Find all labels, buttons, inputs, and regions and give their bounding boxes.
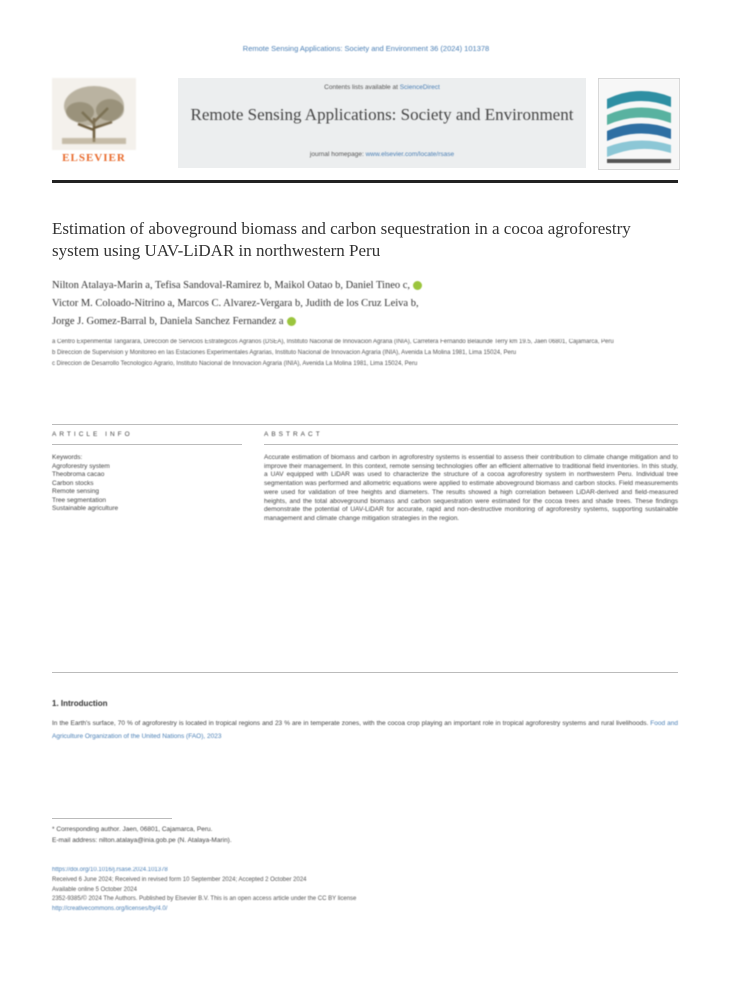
abstract-rule	[264, 444, 678, 445]
journal-title: Remote Sensing Applications: Society and Environment	[190, 105, 574, 124]
orcid-icon[interactable]	[413, 281, 422, 290]
journal-homepage-line	[178, 151, 586, 158]
license-link[interactable]: http://creativecommons.org/licenses/by/4.0/	[52, 906, 168, 913]
introduction-heading: 1. Introduction	[52, 699, 108, 708]
contents-prefix: Contents lists available at	[324, 84, 398, 91]
header-rule	[52, 180, 678, 183]
keyword-item: Agroforestry system	[52, 462, 110, 470]
keyword-item: Theobroma cacao	[52, 471, 105, 478]
article-info-heading: ARTICLE INFO	[52, 431, 133, 438]
journal-homepage-link[interactable]: www.elsevier.com/locate/rsase	[365, 151, 455, 158]
abstract-text: Accurate estimation of biomass and carbon in agroforestry systems is essential to assess their contribution to climate change mitigation and to improve their management. In this context, remote sensing technologies offer an efficient alternative to traditional field inventories. In this study, a UAV equipped with LiDAR was used to characterize the structure of a cocoa agroforestry system in northwestern Peru. Individual tree segmentation was performed and allometric equations were applied to estimate aboveground biomass and carbon stocks. Field measurements were used for validation of tree heights and diameters. The results showed a high correlation between LiDAR-derived and field-measured heights, and the total aboveground biomass and carbon sequestration were estimated for the cocoa trees and shade trees. These findings demonstrate the potential of UAV-LiDAR for accurate, rapid and non-destructive monitoring of agroforestry systems, supporting sustainable management and climate change mitigation strategies in the region.	[264, 454, 678, 522]
affiliation-item: b Direccion de Supervision y Monitoreo en las Estaciones Experimentales Agrarias, Instituto Nacional de Innovacion Agraria (INIA), Avenida La Molina 1981, Lima 15024, Peru	[52, 350, 517, 356]
author-line	[52, 277, 612, 295]
orcid-icon[interactable]	[287, 317, 296, 326]
corresponding-author-note: * Corresponding author. Jaen, 06801, Cajamarca, Peru.	[52, 826, 213, 833]
license-text: 2352-9385/© 2024 The Authors. Published by Elsevier B.V. This is an open access article under the CC BY license	[52, 896, 357, 903]
introduction-paragraph: In the Earth's surface, 70 % of agroforestry is located in tropical regions and 23 % are in temperate zones, with the cocoa crop playing an important role in tropical agroforestry systems and rural livelihoods.	[52, 720, 649, 727]
article-footer	[52, 866, 678, 915]
authors-line-1[interactable]: Nilton Atalaya-Marin a, Tefisa Sandoval-Ramirez b, Maikol Oatao b, Daniel Tineo c,	[52, 280, 411, 291]
email-address[interactable]: E-mail address: nilton.atalaya@inia.gob.pe (N. Atalaya-Marin).	[52, 837, 232, 844]
affiliations	[52, 337, 678, 370]
reference-link[interactable]: Food and Agriculture Organization of the United Nations (FAO), 2023	[52, 720, 678, 740]
authors-line-2[interactable]: Victor M. Coloado-Nitrino a, Marcos C. Alvarez-Vergara b, Judith de los Cruz Leiva b,	[52, 298, 419, 309]
keyword-item: Sustainable agriculture	[52, 505, 119, 512]
footnote	[52, 824, 678, 846]
article-title: Estimation of aboveground biomass and carbon sequestration in a cocoa agroforestry system using UAV-LiDAR in northwestern Peru	[52, 219, 631, 260]
contents-line	[178, 84, 586, 91]
homepage-prefix: journal homepage:	[309, 151, 364, 158]
author-line	[52, 295, 612, 313]
section-divider	[52, 672, 678, 673]
abstract-heading: ABSTRACT	[264, 431, 323, 438]
authors-line-3[interactable]: Jorge J. Gomez-Barral b, Daniela Sanchez Fernandez a	[52, 316, 284, 327]
keywords-label: Keywords:	[52, 454, 83, 461]
footnote-rule	[52, 818, 172, 819]
introduction-text	[52, 718, 678, 743]
section-divider	[52, 424, 678, 425]
available-online: Available online 5 October 2024	[52, 886, 137, 893]
journal-citation[interactable]: Remote Sensing Applications: Society and Environment 36 (2024) 101378	[242, 44, 490, 53]
doi-link[interactable]: https://doi.org/10.1016/j.rsase.2024.101378	[52, 867, 168, 873]
keyword-item: Remote sensing	[52, 488, 99, 495]
keywords-block	[52, 454, 242, 514]
elsevier-wordmark: ELSEVIER	[62, 152, 126, 164]
keyword-item: Carbon stocks	[52, 479, 94, 487]
article-info-rule	[52, 444, 242, 445]
keyword-item: Tree segmentation	[52, 496, 106, 504]
author-line	[52, 313, 612, 331]
sciencedirect-link[interactable]: ScienceDirect	[399, 84, 440, 91]
journal-cover-thumbnail[interactable]	[598, 78, 680, 170]
article-history: Received 6 June 2024; Received in revised form 10 September 2024; Accepted 2 October 2024	[52, 876, 307, 883]
affiliation-item: a Centro Experimental Tangarara, Direccion de Servicios Estrategicos Agrarios (DSEA), Instituto Nacional de Innovacion Agraria (INIA), Carretera Fernando Belaunde Terry km 19.5, Jaen 06801, Cajamarca, Peru	[52, 339, 614, 345]
affiliation-item: c Direccion de Desarrollo Tecnologico Agrario, Instituto Nacional de Innovacion Agraria (INIA), Avenida La Molina 1981, Lima 15024, Peru	[52, 361, 418, 367]
author-list	[52, 277, 612, 331]
